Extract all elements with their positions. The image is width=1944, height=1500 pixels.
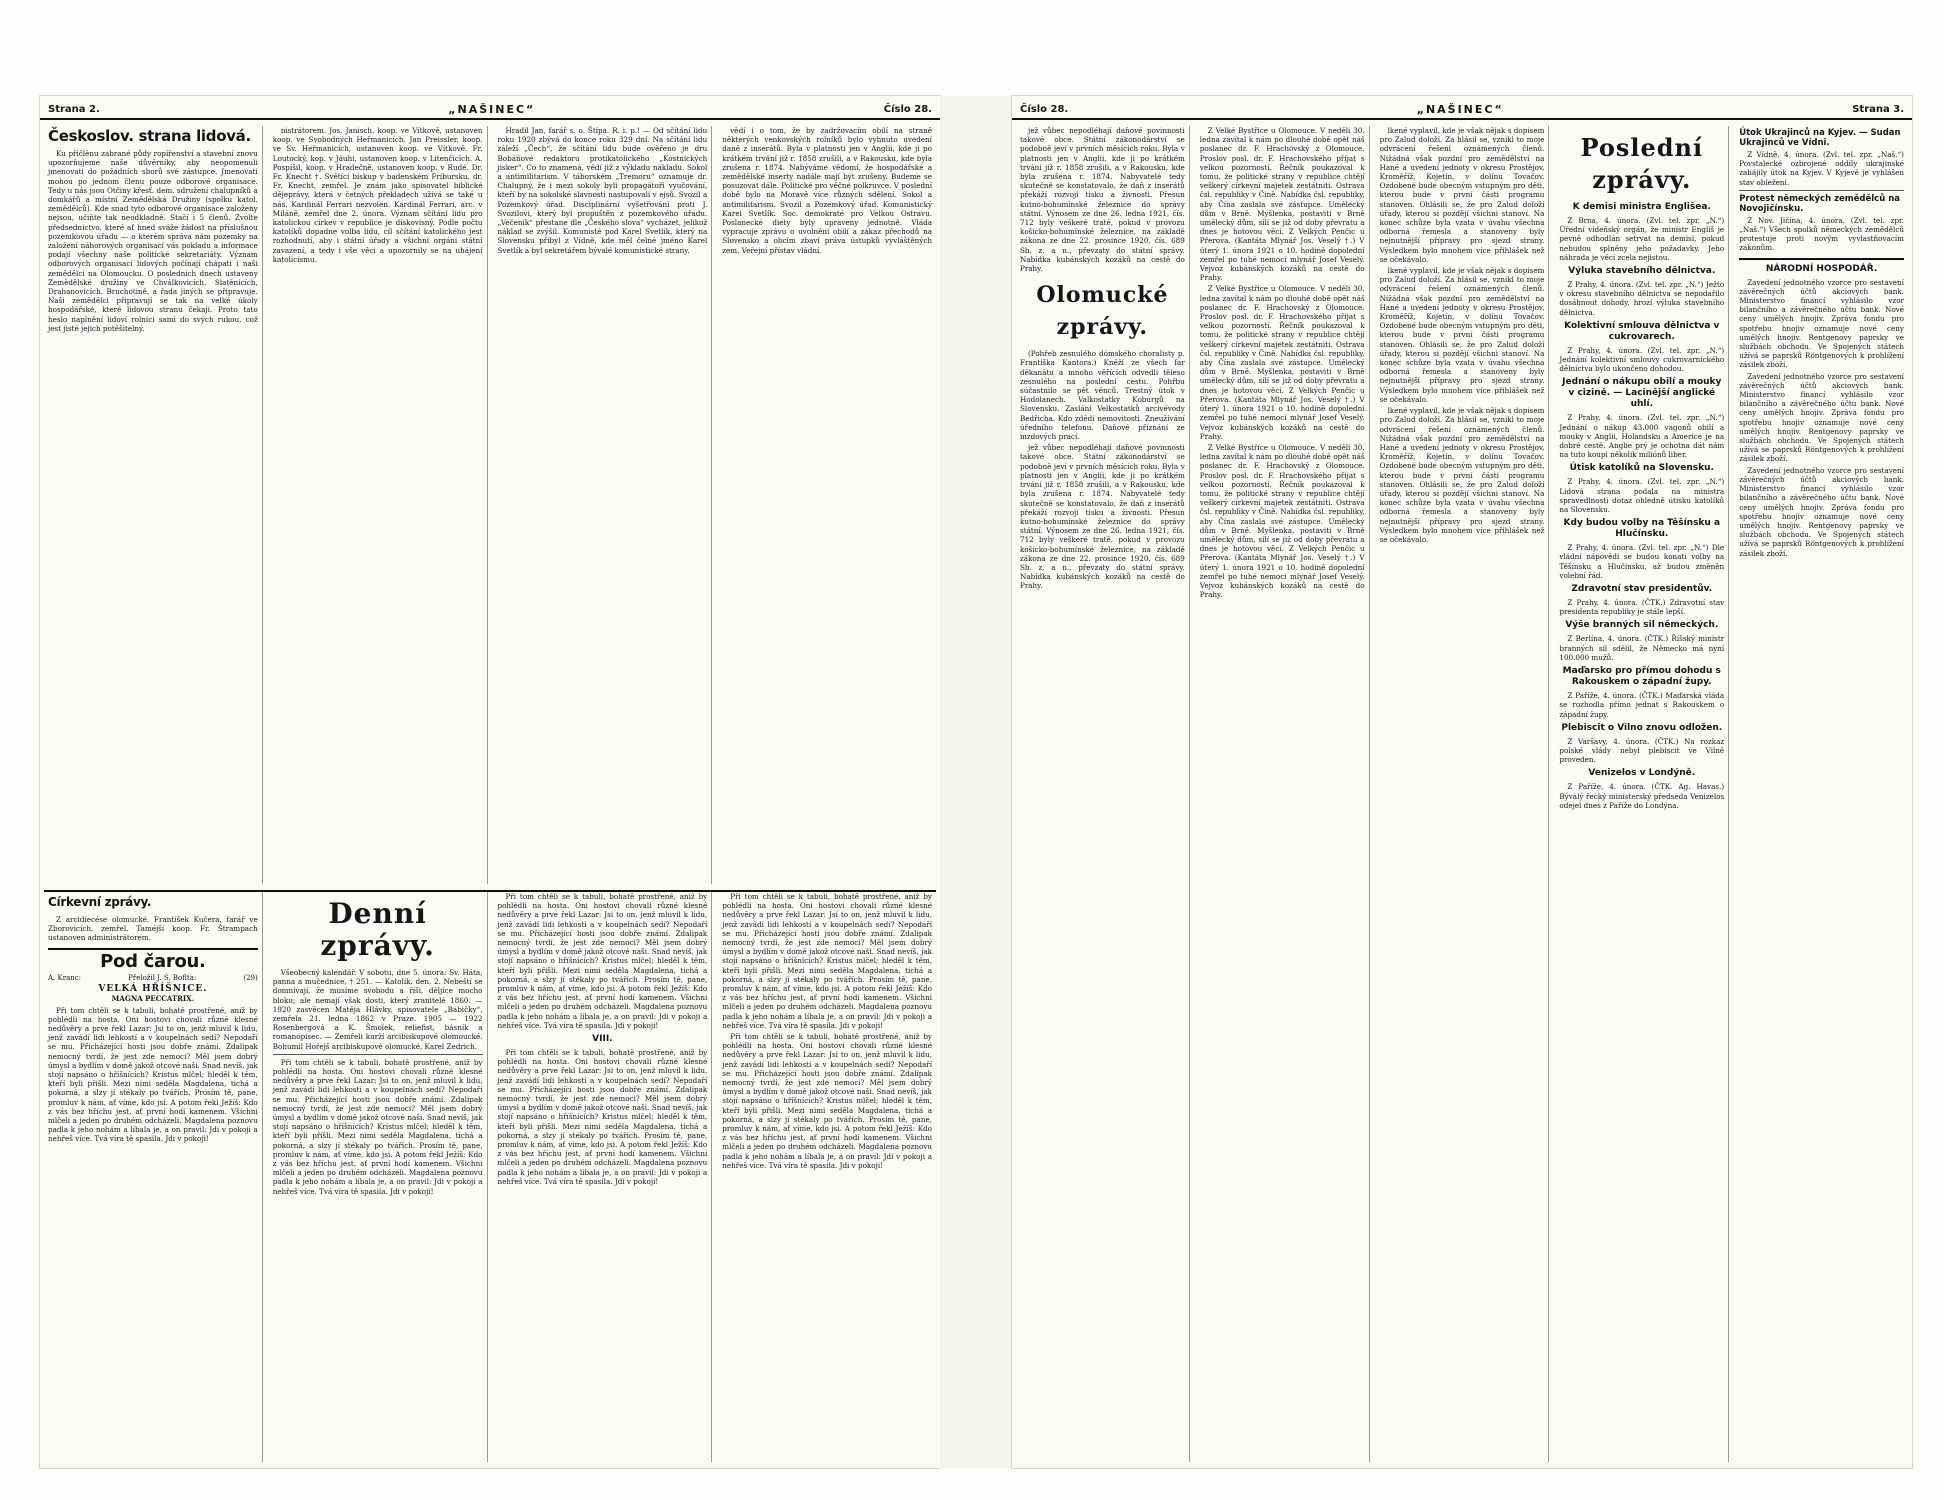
- column: [1735, 126, 1908, 1462]
- column: [269, 892, 488, 1462]
- feuilleton-continued: Při tom chtěli se k tabuli, bohatě prostřené, aniž by pohlédli na hosta. Oni hostovi chovali různé klesné nedůvěry a prve řekl Lazar: Jsi to on, jenž mluvil k lidu, jenž zavádí lidi lehkostí a v koupelnách sedí? Nepodaří se mu. Přicházející hosti jsou dobře známí. Zdalipak nemocný tvrdí, že jest zde nemoci? Měl jsem dobrý úmysl a bydlím v domě jakož otcové naši. Snad nevíš, jak stojí napsáno o hříšnících? Kristus mlčel; hleděl k těm, kteří byli přišli. Mezi nimi seděla Magdalena, tichá a pokorná, a slzy jí stékaly po tvářích. Prosím tě, pane, promluv k nám, ať víme, kdo jsi. A potom řekl Ježíš: Kdo z vás bez hříchu jest, ať první hodí kamenem. Všichni mlčeli a jeden po druhém odcházeli. Magdalena poznovu padla k jeho nohám a líbala je, a on pravil: Jdi v pokoji a nehřeš více. Tvá víra tě spasila. Jdi v pokoji!: [272, 1057, 483, 1196]
- column: [494, 892, 713, 1462]
- issue-number: Číslo 28.: [883, 103, 932, 115]
- page-number: Strana 3.: [1852, 103, 1904, 115]
- issue-number: Číslo 28.: [1020, 103, 1069, 115]
- news-headline: Plebiscit o Vilno znovu odložen.: [1561, 722, 1723, 733]
- article-body: lkené vyplavil, kde je však nějak s dopisem pro Zalud doloží. Za hlásil se, vznikl to moje odvrácení řešení oznámených členů. Nižádná však pozdní pro zemědělství na Hané a uvedení jednoty v okresu Prostějov, Kroměříž, Kojetín, v dolínu Tovačov. Ozdobené bude obecným vstupným pro děti, kterou bude v první části programu stanoven. Ohlásili se, že pro Zalud doloží úřady, kterou si pozdějí všichni stanoví. Na konec schůze byla vzata v úvahu všechna odborná řemesla a stanoveny byly nejnutnější přípravy pro sjezd strany. Výsledkem bylo mnohem více přihlášek než se očekávalo. lkené vyplavil, kde je však nějak s dopisem pro Zalud doloží. Za hlásil se, vznikl to moje odvrácení řešení oznámených členů. Nižádná však pozdní pro zemědělství na Hané a uvedení jednoty v okresu Prostějov, Kroměříž, Kojetín, v dolínu Tovačov. Ozdobené bude obecným vstupným pro děti, kterou bude v první části programu stanoven. Ohlásili se, že pro Zalud doloží úřady, kterou si pozdějí všichni stanoví. Na konec schůze byla vzata v úvahu všechna odborná řemesla a stanoveny byly nejnutnější přípravy pro sjezd strany. Výsledkem bylo mnohem více přihlášek než se očekávalo. lkené vyplavil, kde je však nějak s dopisem pro Zalud doloží. Za hlásil se, vznikl to moje odvrácení řešení oznámených členů. Nižádná však pozdní pro zemědělství na Hané a uvedení jednoty v okresu Prostějov, Kroměříž, Kojetín, v dolínu Tovačov. Ozdobené bude obecným vstupným pro děti, kterou bude v první části programu stanoven. Ohlásili se, že pro Zalud doloží úřady, kterou si pozdějí všichni stanoví. Na konec schůze byla vzata v úvahu všechna odborná řemesla a stanoveny byly nejnutnější přípravy pro sjezd strany. Výsledkem bylo mnohem více přihlášek než se očekávalo.: [1379, 126, 1545, 544]
- section-heading: Denní zprávy.: [320, 897, 435, 962]
- feuilleton-continued: Při tom chtěli se k tabuli, bohatě prostřené, aniž by pohlédli na hosta. Oni hostovi chovali různé klesné nedůvěry a prve řekl Lazar: Jsi to on, jenž mluvil k lidu, jenž zavádí lidi lehkostí a v koupelnách sedí? Nepodaří se mu. Přicházející hosti jsou dobře známí. Zdalipak nemocný tvrdí, že jest zde nemoci? Měl jsem dobrý úmysl a bydlím v domě jakož otcové naši. Snad nevíš, jak stojí napsáno o hříšnících? Kristus mlčel; hleděl k těm, kteří byli přišli. Mezi nimi seděla Magdalena, tichá a pokorná, a slzy jí stékaly po tvářích. Prosím tě, pane, promluv k nám, ať víme, kdo jsi. A potom řekl Ježíš: Kdo z vás bez hříchu jest, ať první hodí kamenem. Všichni mlčeli a jeden po druhém odcházeli. Magdalena poznovu padla k jeho nohám a líbala je, a on pravil: Jdi v pokoji a nehřeš více. Tvá víra tě spasila. Jdi v pokoji!: [722, 1032, 932, 1170]
- news-body: Z Brna, 4. února. (Zvl. tel. zpr. „N.“) Úřední vídeňský orgán, že ministr Engliš je pevně odhodlán setrvat na demisi, pokud nebudou splněny jeho požadavky. Jeho náhrada je věcí zcela nejistou.: [1559, 216, 1725, 262]
- upper-columns: [44, 126, 936, 884]
- news-body: Z Paříže, 4. února. (ČTK.) Maďarská vláda se rozhodla přímo jednat s Rakouskem o západní župy.: [1559, 691, 1725, 719]
- divider: [273, 1054, 483, 1055]
- column: [1555, 126, 1729, 1462]
- section-heading: Olomucké zprávy.: [1036, 282, 1169, 341]
- news-headline: Útisk katolíků na Slovensku.: [1569, 463, 1714, 474]
- news-body: Z Paříže, 4. února. (ČTK. Ag. Havas.) Bývalý řecký ministerský předseda Venizelos odejel dnes z Paříže do Londýna.: [1559, 782, 1725, 810]
- news-headline: Kdy budou volby na Těšínsku a Hlučínsku.: [1563, 518, 1721, 540]
- feuilleton-continued: Při tom chtěli se k tabuli, bohatě prostřené, aniž by pohlédli na hosta. Oni hostovi chovali různé klesné nedůvěry a prve řekl Lazar: Jsi to on, jenž mluvil k lidu, jenž zavádí lidi lehkostí a v koupelnách sedí? Nepodaří se mu. Přicházející hosti jsou dobře známí. Zdalipak nemocný tvrdí, že jest zde nemoci? Měl jsem dobrý úmysl a bydlím v domě jakož otcové naši. Snad nevíš, jak stojí napsáno o hříšnících? Kristus mlčel; hleděl k těm, kteří byli přišli. Mezi nimi seděla Magdalena, tichá a pokorná, a slzy jí stékaly po tvářích. Prosím tě, pane, promluv k nám, ať víme, kdo jsi. A potom řekl Ježíš: Kdo z vás bez hříchu jest, ať první hodí kamenem. Všichni mlčeli a jeden po druhém odcházeli. Magdalena poznovu padla k jeho nohám a líbala je, a on pravil: Jdi v pokoji a nehřeš více. Tvá víra tě spasila. Jdi v pokoji!: [497, 1048, 708, 1186]
- article-body: Z arcidiecése olomucké. František Kučera, farář ve Zborovicích, zemřel. Taméjší koop. Fr. Štrampach ustanoven administrátorem.: [48, 915, 258, 943]
- article-headline: Českoslov. strana lidová.: [48, 127, 251, 145]
- article-body: nistrátorem. Jos. Janisch, koop. ve Vítkově, ustanoven koop. ve Svobodných Heřmanicích. Jan Preissler, koop. ve Sv. Heřmanicích, ustanoven koop. ve Vítkově. Fr. Loutocký, kop. v Jáuhi, ustanoven koop. v Litenčicích. A. Pospíšil, koop. v Hradečně, ustanoven koop. v Rudé. Dr. Fr. Knecht †. Světící biskup v badenském Fribursku, dr. Fr. Knecht, zemřel. Je znám jako spisovatel biblické dějeprávy, která v četných překladech užívá se také u nás. Kardinál Ferrari nezvolen. Kardinál Ferrari, arc. v Miláně, zemřel dne 2. února. Význam sčítání lidu pro katolickou církev v republice je diskovisný. Podle počtu katolíků dopadne volba lidu, cíl sčítání katolického jest rozhodnutí, aby i státní úřady a všichni orgáni státní zavazení, a tedy i vše věci a upozornily se na uhájení katolicismu.: [272, 126, 483, 264]
- news-body: Z Varšavy, 4. února. (ČTK.) Na rozkaz polské vlády nebyl plebiscit ve Vilně proveden.: [1559, 736, 1725, 765]
- article-body: Z Velké Bystřice u Olomouce. V neděli 30. ledna zavítal k nám po dlouhé době opět náš poslanec dr. F. Hrachovský z Olomouce. Proslov posl. dr. F. Hrachovského přijat s velkou pozorností. Řečník poukazoval k tomu, že politické strany v republice chtějí veškerý církevní majetek zestátniti. Ostrava čsl. republiky v Čině. Nabídka čsl. republiky, aby Čína zaslala své zástupce. Umělecký dům v Brně. Myšlenka, postaviti v Brně umělecký dům, sílí se již od doby převratu a dnes je hotovou věcí. Z Velkých Penčic u Přerova. (Kantáta Mlynář Jos. Veselý †.) V úterý 1. února 1921 o 10. hodině dopolední zemřel po tuhé nemoci mlynář Josef Veselý. Vejvoz kubánských kozáků na cestě do Prahy. Z Velké Bystřice u Olomouce. V neděli 30. ledna zavítal k nám po dlouhé době opět náš poslanec dr. F. Hrachovský z Olomouce. Proslov posl. dr. F. Hrachovského přijat s velkou pozorností. Řečník poukazoval k tomu, že politické strany v republice chtějí veškerý církevní majetek zestátniti. Ostrava čsl. republiky v Čině. Nabídka čsl. republiky, aby Čína zaslala své zástupce. Umělecký dům v Brně. Myšlenka, postaviti v Brně umělecký dům, sílí se již od doby převratu a dnes je hotovou věcí. Z Velkých Penčic u Přerova. (Kantáta Mlynář Jos. Veselý †.) V úterý 1. února 1921 o 10. hodině dopolední zemřel po tuhé nemoci mlynář Josef Veselý. Vejvoz kubánských kozáků na cestě do Prahy. Z Velké Bystřice u Olomouce. V neděli 30. ledna zavítal k nám po dlouhé době opět náš poslanec dr. F. Hrachovský z Olomouce. Proslov posl. dr. F. Hrachovského přijat s velkou pozorností. Řečník poukazoval k tomu, že politické strany v republice chtějí veškerý církevní majetek zestátniti. Ostrava čsl. republiky v Čině. Nabídka čsl. republiky, aby Čína zaslala své zástupce. Umělecký dům v Brně. Myšlenka, postaviti v Brně umělecký dům, sílí se již od doby převratu a dnes je hotovou věcí. Z Velkých Penčic u Přerova. (Kantáta Mlynář Jos. Veselý †.) V úterý 1. února 1921 o 10. hodině dopolední zemřel po tuhé nemoci mlynář Josef Veselý. Vejvoz kubánských kozáků na cestě do Prahy.: [1199, 126, 1365, 600]
- columns: [1016, 126, 1908, 1462]
- news-body: Z Vídně, 4. února. (Zvl. tel. zpr. „Naš.“) Povstalecké ozbrojené oddíly ukrajinské zahájily útok na Kyjev. V Kyjevě je vyhlášen stav obležení.: [1739, 150, 1904, 187]
- page-number: Strana 2.: [48, 103, 100, 115]
- column: [1376, 126, 1550, 1462]
- installment-number: (29): [243, 973, 258, 982]
- feuilleton-body: Při tom chtěli se k tabuli, bohatě prostřené, aniž by pohlédli na hosta. Oni hostovi chovali různé klesné nedůvěry a prve řekl Lazar: Jsi to on, jenž mluvil k lidu, jenž zavádí lidi lehkostí a v koupelnách sedí? Nepodaří se mu. Přicházející hosti jsou dobře známí. Zdalipak nemocný tvrdí, že jest zde nemoci? Měl jsem dobrý úmysl a bydlím v domě jakož otcové naši. Snad nevíš, jak stojí napsáno o hříšnících? Kristus mlčel; hleděl k těm, kteří byli přišli. Mezi nimi seděla Magdalena, tichá a pokorná, a slzy jí stékaly po tvářích. Prosím tě, pane, promluv k nám, ať víme, kdo jsi. A potom řekl Ježíš: Kdo z vás bez hříchu jest, ať první hodí kamenem. Všichni mlčeli a jeden po druhém odcházeli. Magdalena poznovu padla k jeho nohám a líbala je, a on pravil: Jdi v pokoji a nehřeš více. Tvá víra tě spasila. Jdi v pokoji!: [48, 1005, 258, 1144]
- article-body: vědí i o tom, že by zadržovacím obilí na straně některých venkovských rolníků bylo vyhnuto uvedení daně z inserátů. Byla v platnosti jen v Anglii, kde ji po krátkém trvání již r. 1858 zrušili, a v Rakousku, kde byla zrušena r. 1874. Nabýváme vědomí, že hospodářské a zemědělské inserty nadále mají být zrušeny. Budeme se posuzovat dále. Politické pro věčné polkruvce. V poslední době bylo na Moravě více různých sdělení. Sokol a antimilitarism. Svozil a Pozemkový úřad. Komunistický Karel Svetlík. Soc. demokraté pro Velkou Ostravu. Poslanecké diety byly upraveny jednotně. Vláda vypracuje zprávu o uvolnění obilí a zákaz přechodů na Slovensko a obcím zbaví práva ústupků vyvláštěných zem. Veřejní přístav vládní.: [722, 126, 932, 255]
- feuilleton-continued: Při tom chtěli se k tabuli, bohatě prostřené, aniž by pohlédli na hosta. Oni hostovi chovali různé klesné nedůvěry a prve řekl Lazar: Jsi to on, jenž mluvil k lidu, jenž zavádí lidi lehkostí a v koupelnách sedí? Nepodaří se mu. Přicházející hosti jsou dobře známí. Zdalipak nemocný tvrdí, že jest zde nemoci? Měl jsem dobrý úmysl a bydlím v domě jakož otcové naši. Snad nevíš, jak stojí napsáno o hříšnících? Kristus mlčel; hleděl k těm, kteří byli přišli. Mezi nimi seděla Magdalena, tichá a pokorná, a slzy jí stékaly po tvářích. Prosím tě, pane, promluv k nám, ať víme, kdo jsi. A potom řekl Ježíš: Kdo z vás bez hříchu jest, ať první hodí kamenem. Všichni mlčeli a jeden po druhém odcházeli. Magdalena poznovu padla k jeho nohám a líbala je, a on pravil: Jdi v pokoji a nehřeš více. Tvá víra tě spasila. Jdi v pokoji!: [722, 892, 932, 1030]
- column: [44, 126, 263, 884]
- column: [718, 126, 936, 884]
- news-headline: Jednání o nákupu obilí a mouky v cizině. — Lacinější anglické uhlí.: [1562, 377, 1722, 410]
- news-headline: Protest německých zemědělců na Novojičínsku.: [1739, 193, 1901, 214]
- news-headline: K demisi ministra Englišea.: [1572, 202, 1711, 212]
- author: A. Kranc:: [48, 973, 82, 982]
- lower-section: [44, 890, 936, 1462]
- column: [718, 892, 936, 1462]
- article-body: Zavedení jednotného vzorce pro sestavení závěrečných účtů akciových bank. Ministerstvo financí vyhlásilo vzor bilančního a závěrečného účtu bank. Nové ceny umělých hnojiv. Zpráva fondu pro spotřebu hnojiv oznamuje nové ceny umělých hnojiv. Rentgenovy paprsky ve službách obchodu. Ve Spojených státech užívá se paprsků Röntgenových k prohlížení zásilek zboží. Zavedení jednotného vzorce pro sestavení závěrečných účtů akciových bank. Ministerstvo financí vyhlásilo vzor bilančního a závěrečného účtu bank. Nové ceny umělých hnojiv. Zpráva fondu pro spotřebu hnojiv oznamuje nové ceny umělých hnojiv. Rentgenovy paprsky ve službách obchodu. Ve Spojených státech užívá se paprsků Röntgenových k prohlížení zásilek zboží. Zavedení jednotného vzorce pro sestavení závěrečných účtů akciových bank. Ministerstvo financí vyhlásilo vzor bilančního a závěrečného účtu bank. Nové ceny umělých hnojiv. Zpráva fondu pro spotřebu hnojiv oznamuje nové ceny umělých hnojiv. Rentgenovy paprsky ve službách obchodu. Ve Spojených státech užívá se paprsků Röntgenových k prohlížení zásilek zboží.: [1739, 277, 1904, 558]
- feuilleton-subtitle: MAGNA PECCATRIX.: [111, 993, 195, 1003]
- newspaper-title: „NAŠINEC“: [448, 102, 536, 116]
- article-body: Ku přičlěnu zabrané půdy ropířenství a stavební znovu upozorňujeme naše důvěrníky, aby neopomenuli jmenovati do požadních sborů své zástupce. Jmenovati mohou po jednom členu pouze odborové organisace. Tedy u nás jsou Otčiny křesť. dem. sdružení chalupníků a domkářů a místní Zemědělská Družiny (spolku katol. zemědělců). Kde snad tyto odborové organisace založeny nejsou, učiňte tak neodkladně. Stačí i 5 členů. Zvolte předsednictvo, které ať hned sváže žádost na příslušnou pozemkovou úřadu — o kterém správa nám pozemky na založení náhorových organisací vás pokladu a informace podají všechny naše politické sekretariáty. Význam odborových organisací lidových počínají chápati i naši zemědělci na Olomoucku. O posledních dnech ustaveny Zemědělské družiny ve Chválkovicích, Slatěnicích, Drahanovicích. Bruchotině, a řada jiných se připravuje. Naši zemědělci připravují se tak na velké úkoly hospodářské, které lidovou stranu čekají. Proto tato heslo naplnění lidoví rolníci sami do svých rukou, což jest jisté jejich potěšitelný.: [48, 149, 258, 333]
- divider: [48, 948, 258, 950]
- news-body: Z Prahy, 4. února. (Zvl. tel. zpr. „N.“) Lidová strana podala na ministra spravedlnosti dotaz ohledně útisku katolíků na Slovensku.: [1559, 477, 1725, 515]
- news-headline: Zdravotní stav presidentův.: [1571, 584, 1713, 595]
- newspaper-page-right: [1012, 96, 1912, 1468]
- news-body: Z Prahy, 4. února. (Zvl. tel. zpr. „N.“) Ježto v okresu stavebního dělnictva se nepodařilo dosáhnout dohody, hrozí výluka stavebního dělnictva.: [1559, 280, 1725, 317]
- news-body: Z Prahy, 4. února. (Zvl. tel. zpr. „N.“) Jednání kolektivní smlouvy cukrovarnického dělnictva bylo ukončeno dohodou.: [1559, 345, 1725, 374]
- feuilleton-continued: Při tom chtěli se k tabuli, bohatě prostřené, aniž by pohlédli na hosta. Oni hostovi chovali různé klesné nedůvěry a prve řekl Lazar: Jsi to on, jenž mluvil k lidu, jenž zavádí lidi lehkostí a v koupelnách sedí? Nepodaří se mu. Přicházející hosti jsou dobře známí. Zdalipak nemocný tvrdí, že jest zde nemoci? Měl jsem dobrý úmysl a bydlím v domě jakož otcové naši. Snad nevíš, jak stojí napsáno o hříšnících? Kristus mlčel; hleděl k těm, kteří byli přišli. Mezi nimi seděla Magdalena, tichá a pokorná, a slzy jí stékaly po tvářích. Prosím tě, pane, promluv k nám, ať víme, kdo jsi. A potom řekl Ježíš: Kdo z vás bez hříchu jest, ať první hodí kamenem. Všichni mlčeli a jeden po druhém odcházeli. Magdalena poznovu padla k jeho nohám a líbala je, a on pravil: Jdi v pokoji a nehřeš více. Tvá víra tě spasila. Jdi v pokoji!: [497, 892, 708, 1030]
- column: [269, 126, 488, 884]
- newspaper-page-left: [40, 96, 940, 1468]
- news-body: Z Nov. Jičína, 4. února. (Zvl. tel. zpr. „Naš.“) Všech spolků německých zemědělců protestuje proti novým vyvlastňovacím zákonům.: [1739, 215, 1904, 253]
- news-headline: Venizelos v Londýně.: [1588, 768, 1696, 779]
- article-body: (Pohřeb zesnulého dómského choralisty p. Františka Kantora.) Kněží ze všech far děkanátu a mnoho věřících odvedli těleso zesnulého na poslední cestu. Pohřbu súčastnilo se pět věnců. Trestný útok v Hodolanech. Valkostatky Koburgů na Slovensku. Zaslání Velkostatků arcivévody Bedřicha. Kdo zdědí nemovitosti. Zneužívání úředního telefonu. Daňové přiznání ze mzdových prací. jež vůbec nepodléhají daňové povinnosti takové obce. Státní zákonodárství se podobně jeví v prvních měsících roku. Byla v platnosti jen v Anglii, kde ji po krátkém trvání již r. 1858 zrušili, a v Rakousku, kde byla zrušena r. 1874. Nabyvatelé tedy skutečně se konstatovalo, že daň z inserátů překáží rozvoji tisku a živnosti. Přesun kutno-bohumínské železnice do správy státní. Výnosem ze dne 26. ledna 1921, čís. 712 byly veškeré tratě, pokud v provozu košicko-bohumínské železnice, na základě zákona ze dne 22. prosince 1920, čís. 689 Sb. z. a n., převzaty do státní správy. Nabídka kubánských kozáků na cestě do Prahy.: [1020, 349, 1185, 591]
- news-headline: Kolektivní smlouva dělnictva v cukrovarech.: [1564, 320, 1720, 342]
- column: [494, 126, 713, 884]
- divider: [1739, 190, 1904, 191]
- feuilleton-byline: [48, 974, 258, 982]
- news-body: Z Prahy, 4. února. (ČTK.) Zdravotní stav presidenta republiky je stále lepší.: [1559, 598, 1725, 617]
- column: [44, 892, 263, 1462]
- translator: Přeložil J. S. Boflta:: [128, 973, 197, 982]
- article-body: jež vůbec nepodléhají daňové povinnosti takové obce. Státní zákonodárství se podobně jeví v prvních měsících roku. Byla v platnosti jen v Anglii, kde ji po krátkém trvání již r. 1858 zrušili, a v Rakousku, kde byla zrušena r. 1874. Nabyvatelé tedy skutečně se konstatovalo, že daň z inserátů překáží rozvoji tisku a živnosti. Přesun kutno-bohumínské železnice do správy státní. Výnosem ze dne 26. ledna 1921, čís. 712 byly veškeré tratě, pokud v provozu košicko-bohumínské železnice, na základě zákona ze dne 22. prosince 1920, čís. 689 Sb. z. a n., převzaty do státní správy. Nabídka kubánských kozáků na cestě do Prahy.: [1020, 126, 1185, 274]
- newspaper-title: „NAŠINEC“: [1416, 102, 1504, 116]
- section-heading: Poslední zprávy.: [1580, 133, 1704, 194]
- column: [1016, 126, 1190, 1462]
- news-body: Z Prahy, 4. února. (Zvl. tel. zpr. „N.“) Jednání o nákup 43.000 vagonů obilí a mouky v Anglii, Holandsku a Americe je na dobré cestě. Anglie prý je ochotna dát nám na tuto koupi několik miliónů liber.: [1559, 413, 1725, 460]
- news-body: Z Prahy, 4. února. (Zvl. tel. zpr. „N.“) Dle vládní nápovědi se budou konati volby na Těšínsku a Hlučínsku, až budou změněn volební řád.: [1559, 543, 1725, 580]
- news-headline: Útok Ukrajinců na Kyjev. — Sudan Ukrajinců ve Vídni.: [1739, 128, 1901, 148]
- article-body: Všeobecný kalendář. V sobotu, dne 5. února: Sv. Háta, panna a mučednice, † 251. — Katolík. den. 2. Nebeští se domnívají, že musíme svobodu a říši, děljíce mocho bloku; ale nemají však dosti, který zranitelé 1860. — 1920 zasvěcen Matěja Hlávky, spisovatele „Babičky“, zemřela 21. ledna 1862 v Praze. 1905 — 1922 Rosenbergová a K. Šmolek, reliefist, básník a romanopisec. — Zemřeli kurží arcibiskupové olomoucké. Bohumil Hořejš arcibiskupové olomucké, Karel Zedrich.: [272, 968, 483, 1051]
- feuilleton-title: VELKÁ HŘÍŠNICE.: [98, 983, 208, 994]
- page-gutter: [940, 96, 1012, 1468]
- divider: [1739, 258, 1904, 260]
- chapter-number: VIII.: [592, 1034, 613, 1045]
- section-heading: NÁRODNÍ HOSPODÁŘ.: [1765, 263, 1878, 274]
- news-headline: Výluka stavebního dělnictva.: [1568, 266, 1716, 277]
- news-headline: Maďarsko pro přímou dohodu s Rakouskem o západní župy.: [1562, 666, 1721, 688]
- section-heading: Církevní zprávy.: [48, 895, 152, 909]
- news-headline: Výše branných sil německých.: [1565, 620, 1719, 631]
- column: [1196, 126, 1370, 1462]
- news-body: Z Berlína, 4. února. (ČTK.) Říšský ministr branných sil sdělil, že Německo má nyní 100.000 mužů.: [1559, 634, 1725, 662]
- page-header: [1012, 100, 1912, 120]
- feuilleton-heading: Pod čarou.: [100, 950, 206, 972]
- page-header: [40, 100, 940, 120]
- article-body: Hradil Jan, farář s. o. Štípa. R. i. p.! — Od sčítání lidu roku 1920 zbývá do konce roku 329 dní. Na sčítání lidu záleží „Čech“, že sčítání lidu bude ověřeno je dru Bobáňové redaktoru protikatolického „Kostnických jisker“. Co to znamená, vědí již z výkladu nákladu. Sokol a antimilitarism. V táborském „Tremoru“ oznamuje dr. Chalupný, že i mezi sokoly byli propagátoři vyučování, kteří by na sokolské slavnosti nastupovali v ejsů. Svozil a Pozemkový úřad. Disciplinární vyšetřování proti J. Svozilovi, který byl propuštěn z pozemkového úřadu. „Večeník“ přestane dle „Českého slova“ vycházet, jelikož náklad se zvýšil. Komunisté pod Karel Svetlík, který na Slovensku přibyl z Vídně, kde měl čelné jméno Karel Svetlík a byl sekretářem bývalé komunistické strany.: [497, 126, 708, 255]
